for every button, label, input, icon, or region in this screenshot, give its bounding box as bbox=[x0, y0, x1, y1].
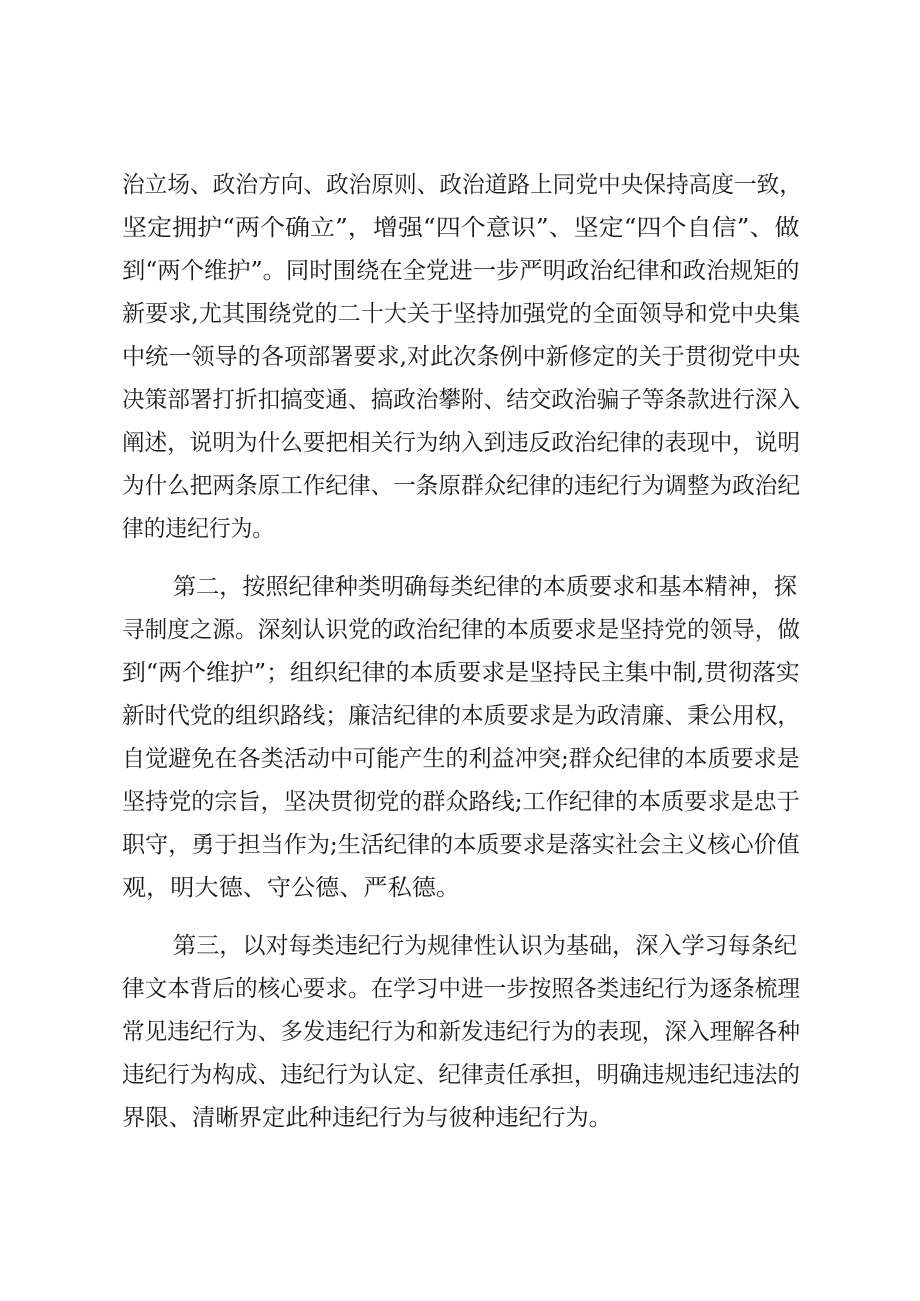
paragraph-3-line-4: 违纪行为构成、违纪行为认定、纪律责任承担，明确违规违纪违法的 bbox=[122, 1062, 800, 1088]
paragraph-3-line-5: 界限、清晰界定此种违纪行为与彼种违纪行为。 bbox=[122, 1105, 612, 1131]
paragraph-2-line-7: 职守，勇于担当作为;生活纪律的本质要求是落实社会主义核心价值 bbox=[122, 832, 800, 858]
paragraph-1-line-4: 新要求,尤其围绕党的二十大关于坚持加强党的全面领导和党中央集 bbox=[122, 301, 801, 327]
paragraph-1-line-6: 决策部署打折扣搞变通、搞政治攀附、结交政治骗子等条款进行深入 bbox=[122, 387, 800, 413]
paragraph-3-line-3: 常见违纪行为、多发违纪行为和新发违纪行为的表现，深入理解各种 bbox=[122, 1019, 800, 1045]
paragraph-2-line-6: 坚持党的宗旨，坚决贯彻党的群众路线;工作纪律的本质要求是忠于 bbox=[122, 789, 800, 815]
paragraph-2-line-3: 到“两个维护”；组织纪律的本质要求是坚持民主集中制,贯彻落实 bbox=[122, 660, 800, 686]
paragraph-1-line-8: 为什么把两条原工作纪律、一条原群众纪律的违纪行为调整为政治纪 bbox=[122, 473, 800, 499]
paragraph-3-line-1: 第三，以对每类违纪行为规律性认识为基础，深入学习每条纪 bbox=[173, 933, 797, 959]
paragraph-1-line-5: 中统一领导的各项部署要求,对此次条例中新修定的关于贯彻党中央 bbox=[122, 344, 801, 370]
paragraph-2-line-2: 寻制度之源。深刻认识党的政治纪律的本质要求是坚持党的领导，做 bbox=[122, 617, 800, 643]
paragraph-1-line-2: 坚定拥护“两个确立”，增强“四个意识”、坚定“四个自信”、做 bbox=[122, 215, 800, 241]
paragraph-1-line-7: 阐述，说明为什么要把相关行为纳入到违反政治纪律的表现中，说明 bbox=[122, 430, 800, 456]
paragraph-3-line-2: 律文本背后的核心要求。在学习中进一步按照各类违纪行为逐条梳理 bbox=[122, 976, 800, 1002]
paragraph-2-line-4: 新时代党的组织路线；廉洁纪律的本质要求是为政清廉、秉公用权， bbox=[122, 703, 800, 729]
paragraph-1-line-3: 到“两个维护”。同时围绕在全党进一步严明政治纪律和政治规矩的 bbox=[122, 258, 800, 284]
paragraph-2-line-8: 观，明大德、守公德、严私德。 bbox=[122, 875, 460, 901]
paragraph-2-line-1: 第二，按照纪律种类明确每类纪律的本质要求和基本精神，探 bbox=[173, 574, 797, 600]
paragraph-1-line-1: 治立场、政治方向、政治原则、政治道路上同党中央保持高度一致， bbox=[122, 172, 802, 198]
paragraph-1-line-9: 律的违纪行为。 bbox=[122, 516, 274, 542]
paragraph-2-line-5: 自觉避免在各类活动中可能产生的利益冲突;群众纪律的本质要求是 bbox=[122, 746, 800, 772]
